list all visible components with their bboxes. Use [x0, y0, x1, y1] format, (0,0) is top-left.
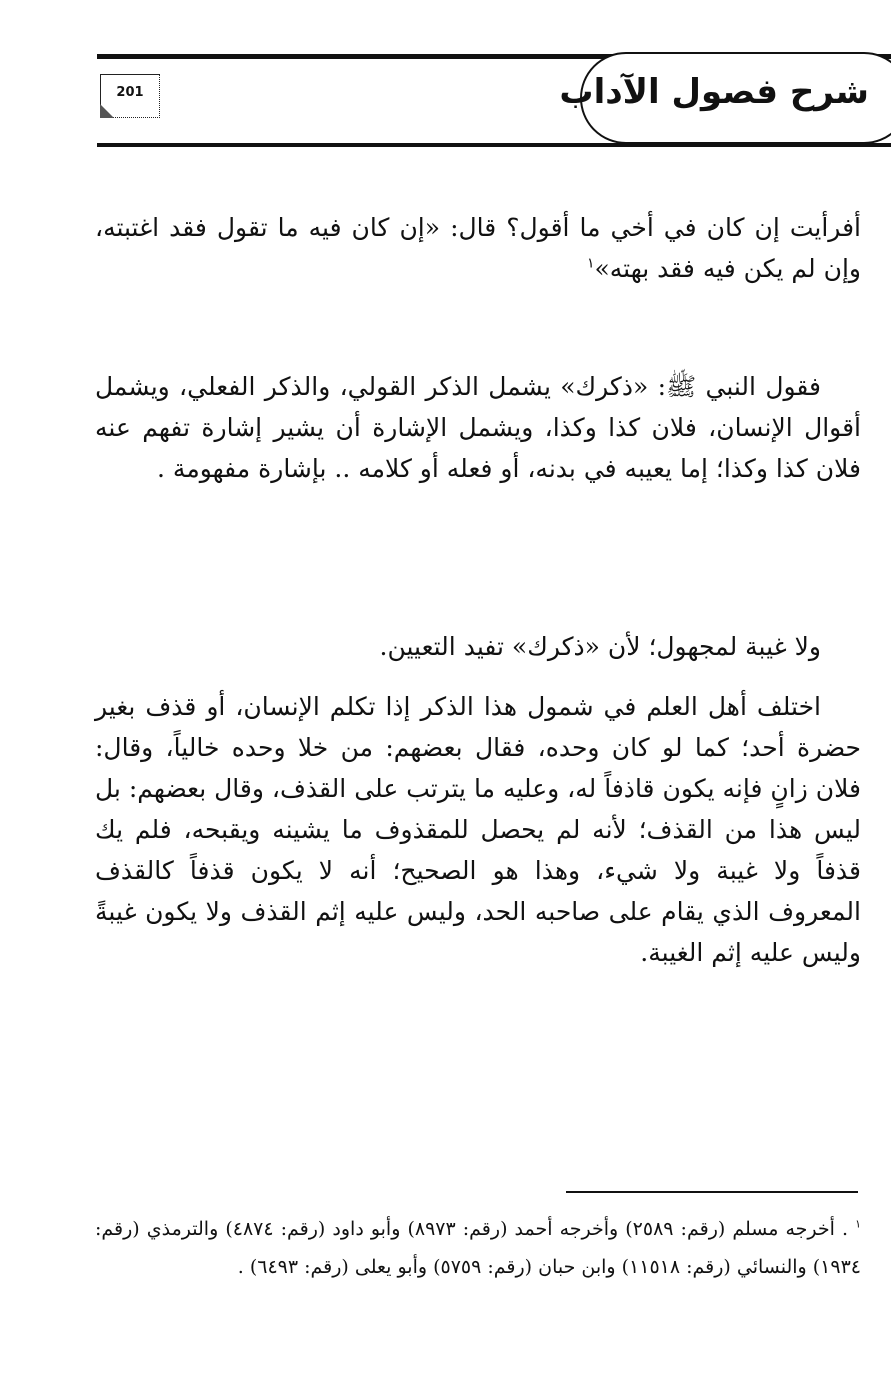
paragraph-2: [95, 366, 861, 489]
footnote-separator: [566, 1191, 858, 1193]
page-number-box: [100, 74, 160, 118]
paragraph-3-text: ولا غيبة لمجهول؛ لأن «ذكرك» تفيد التعيين.: [379, 632, 821, 661]
paragraph-1-text: أفرأيت إن كان في أخي ما أقول؟ قال: «إن كان فيه ما تقول فقد اغتبته، وإن لم يكن فيه فقد بهته»: [95, 213, 861, 283]
page-number: 201: [116, 85, 144, 100]
paragraph-4-text: اختلف أهل العلم في شمول هذا الذكر إذا تكلم الإنسان، أو قذف بغير حضرة أحد؛ كما لو كان وحده، فقال بعضهم: من خلا وحده خالياً، وقال: فلان زانٍ فإنه يكون قاذفاً له، وعليه ما يترتب على القذف، وقال بعضهم: بل ليس هذا من القذف؛ لأنه لم يحصل للمقذوف ما يشينه ويقبحه، فلم يك قذفاً ولا غيبة ولا شيء، وهذا هو الصحيح؛ أنه لا يكون قذفاً كالقذف المعروف الذي يقام على صاحبه الحد، وليس عليه إثم القذف ولا يكون غيبةً وليس عليه إثم الغيبة.: [95, 692, 861, 967]
footnote-text: . أخرجه مسلم (رقم: ٢٥٨٩) وأخرجه أحمد (رقم: ٨٩٧٣) وأبو داود (رقم: ٤٨٧٤) والترمذي (رقم: ١٩٣٤) والنسائي (رقم: ١١٥١٨) وابن حبان (رقم: ٥٧٥٩) وأبو يعلى (رقم: ٦٤٩٣) .: [95, 1218, 861, 1278]
paragraph-1: [95, 207, 861, 289]
paragraph-2-text: فقول النبي ﷺ: «ذكرك» يشمل الذكر القولي، والذكر الفعلي، ويشمل أقوال الإنسان، فلان كذا وكذا، ويشمل الإشارة أن يشير إشارة تفهم عنه فلان كذا وكذا؛ إما يعيبه في بدنه، أو فعله أو كلامه .. بإشارة مفهومة .: [95, 372, 861, 483]
footnote-marker: ١: [855, 1217, 861, 1231]
running-title: شرح فصول الآداب: [559, 72, 869, 112]
paragraph-3: [95, 626, 861, 667]
footnotes: [95, 1210, 861, 1286]
paragraph-4: [95, 686, 861, 973]
footnote-reference: ١: [586, 255, 595, 272]
page-corner-fold-icon: [100, 104, 114, 118]
